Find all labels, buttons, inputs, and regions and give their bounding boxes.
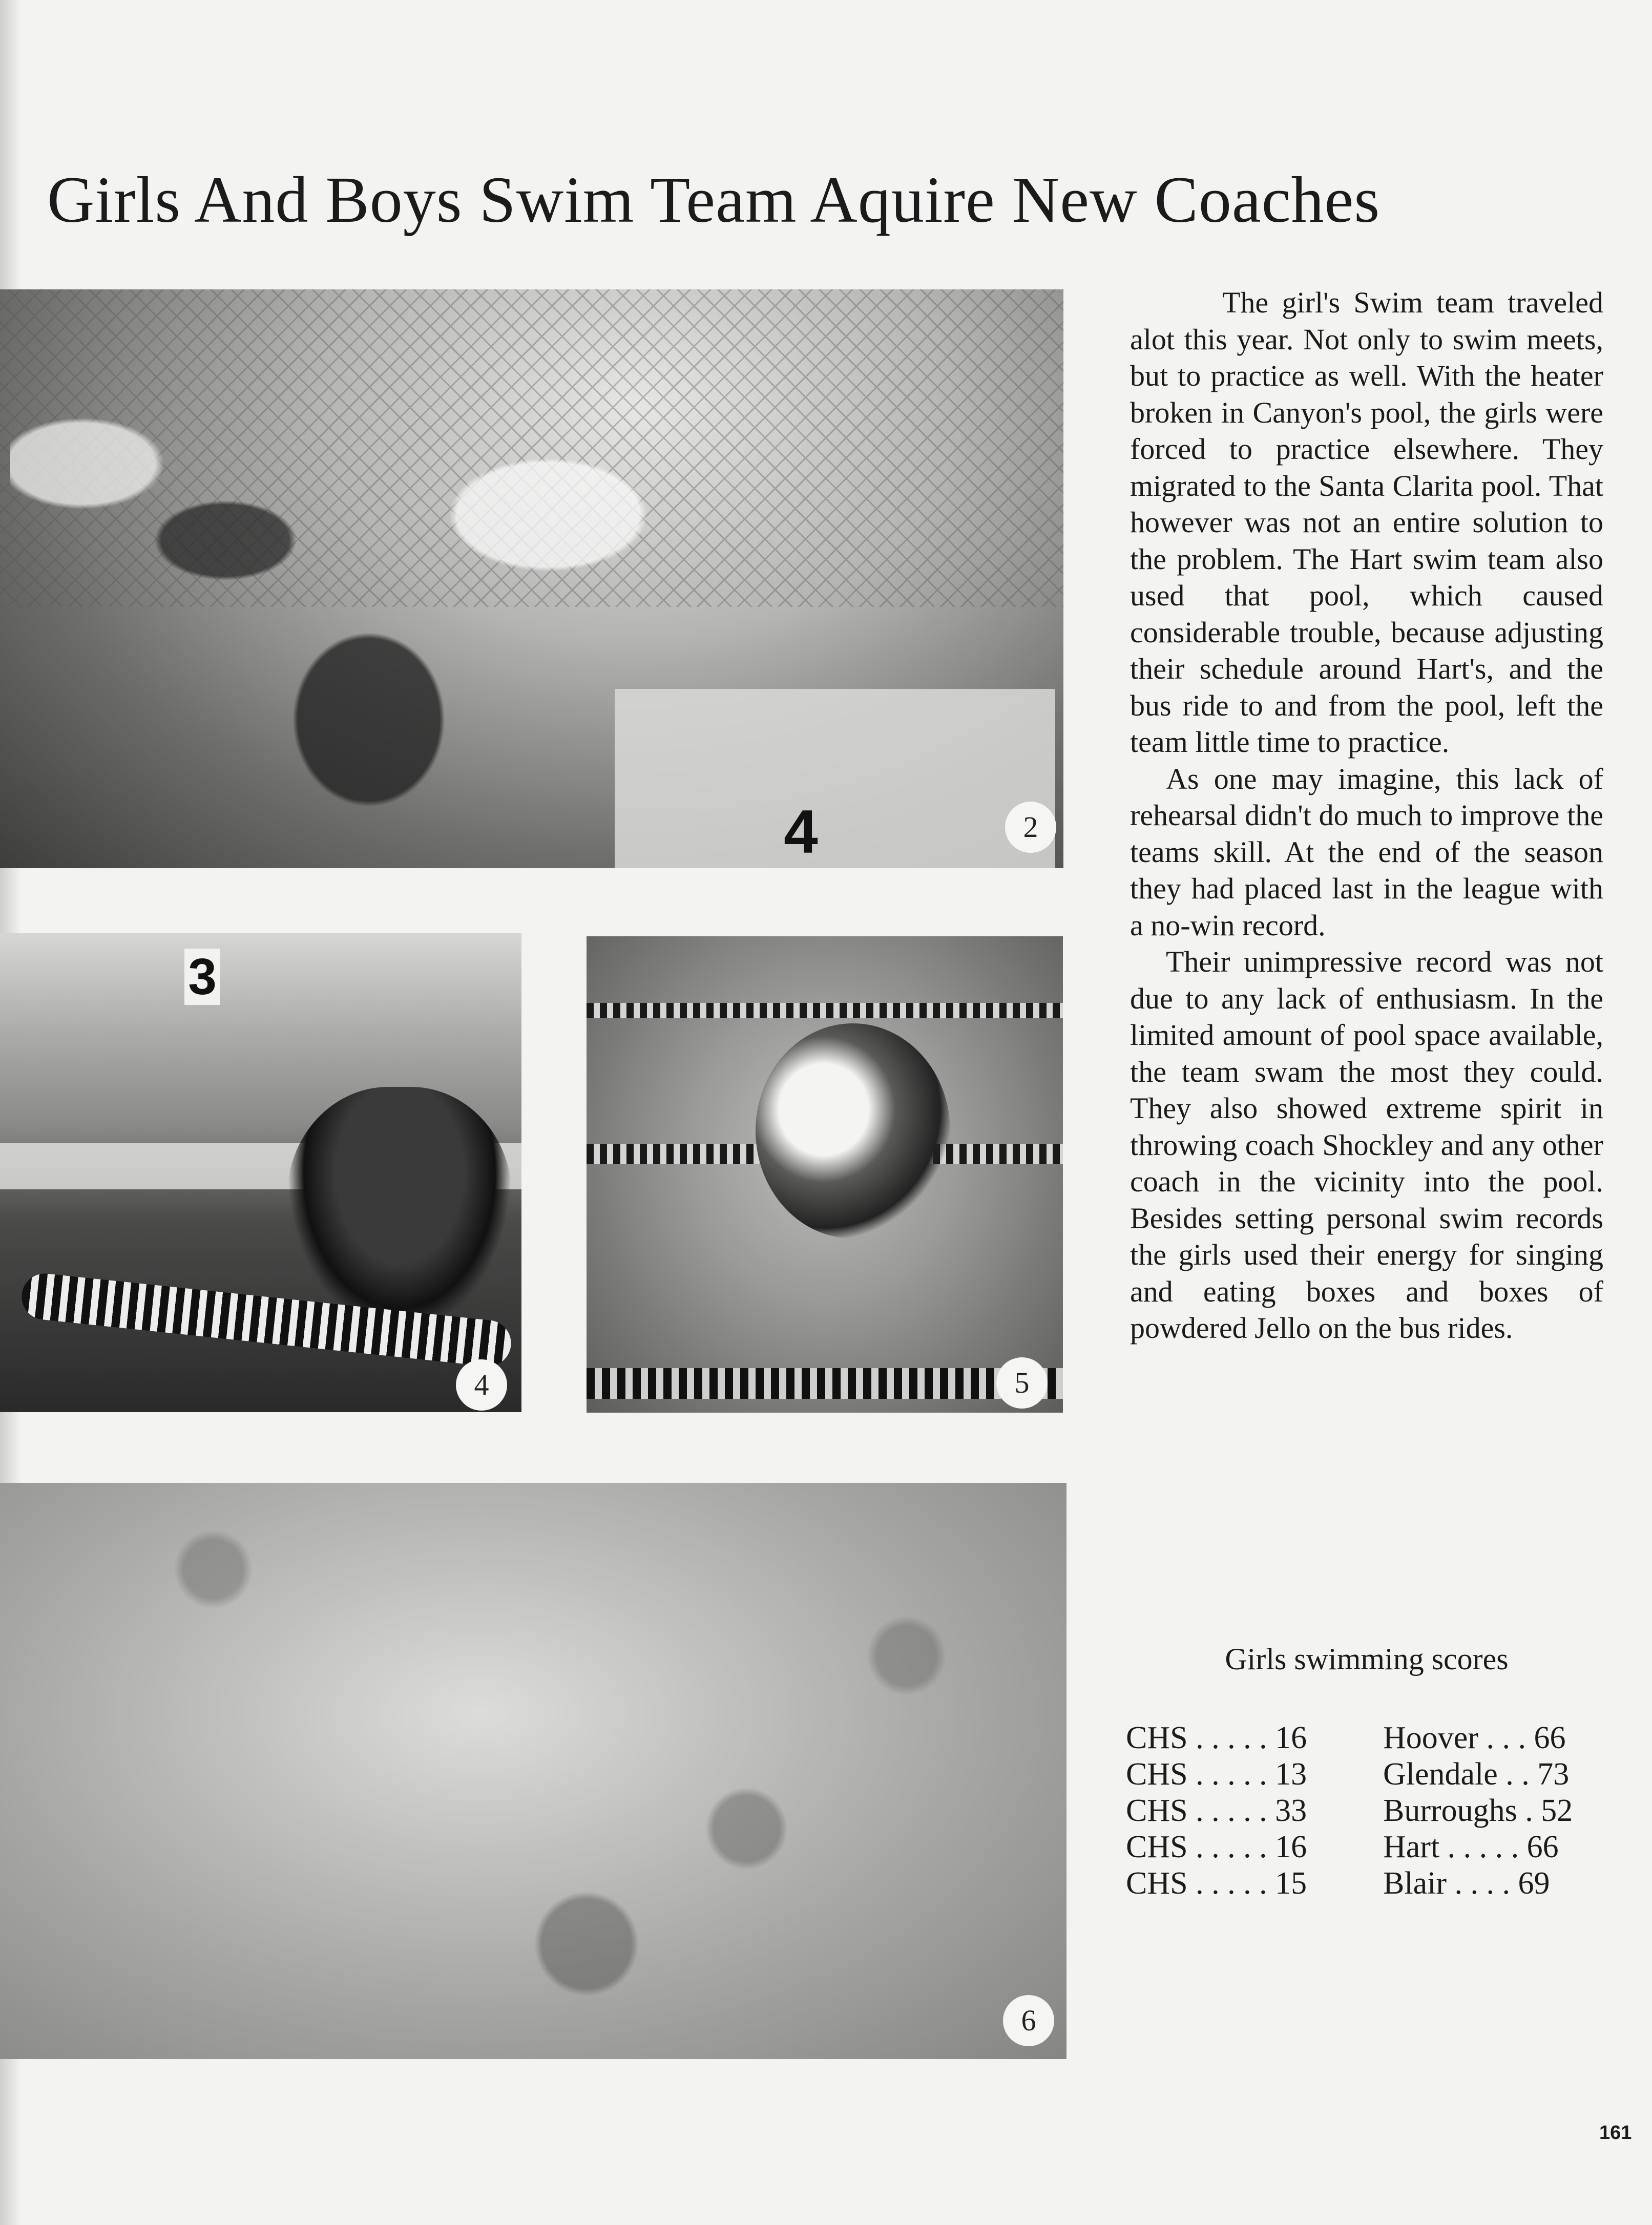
swimmer-figure [287, 1087, 512, 1333]
photo-number-badge: 4 [456, 1359, 507, 1411]
score-row [1126, 1865, 1613, 1902]
chs-score: CHS . . . . . 16 [1126, 1720, 1307, 1755]
photo-5-swimmer-breathing [587, 936, 1063, 1413]
article-paragraph: The girl's Swim team traveled alot this year. Not only to swim meets, but to practice as well. With the heater broken in Canyon's pool, the girls were forced to practice elsewhere. They migrated to the Santa Clarita pool. That however was not an entire solution to the problem. The Hart swim team also used that pool, which caused considerable trouble, because adjusting their schedule around Hart's, and the bus ride to and from the pool, left the team little time to practice. [1130, 286, 1603, 759]
chs-score: CHS . . . . . 13 [1126, 1757, 1307, 1792]
page-number: 161 [1599, 2122, 1632, 2144]
scores-caption: Girls swimming scores [1225, 1642, 1509, 1676]
photo-6-splashing-water [0, 1483, 1067, 2059]
score-row [1126, 1829, 1613, 1865]
article-body [1130, 284, 1603, 1347]
article-paragraph: Their unimpressive record was not due to any lack of enthusiasm. In the limited amount of pool space available, the team swam the most they could. They also showed extreme spirit in throwing coach Shockley and any other coach in the vicinity into the pool. Besides setting personal swim records the girls used their energy for singing and eating boxes and boxes of powdered Jello on the bus rides. [1130, 945, 1603, 1345]
photo-2-swimmers-at-starting-blocks [0, 289, 1063, 868]
lane-rope [587, 1003, 1063, 1018]
lane-rope [587, 1368, 1063, 1399]
opponent-score: Hart . . . . . 66 [1383, 1830, 1559, 1864]
photo-number-badge: 2 [1005, 802, 1056, 853]
page-headline: Girls And Boys Swim Team Aquire New Coaches [47, 163, 1381, 236]
article-paragraph: As one may imagine, this lack of rehearsal didn't do much to improve the teams skill. At the end of the season they had placed last in the league with a no-win record. [1130, 762, 1603, 942]
block-number: 3 [184, 949, 220, 1005]
score-row [1126, 1793, 1613, 1829]
score-row [1126, 1756, 1613, 1793]
chs-score: CHS . . . . . 16 [1126, 1830, 1307, 1864]
block-number: 4 [784, 797, 818, 866]
swimmer-head [756, 1023, 950, 1239]
score-row [1126, 1720, 1613, 1756]
starting-block [615, 689, 1055, 868]
chs-score: CHS . . . . . 33 [1126, 1793, 1307, 1828]
photo-number-badge: 5 [996, 1357, 1048, 1409]
opponent-score: Hoover . . . 66 [1383, 1720, 1566, 1755]
photo-number-badge: 6 [1003, 1995, 1054, 2046]
chs-score: CHS . . . . . 15 [1126, 1866, 1307, 1901]
opponent-score: Blair . . . . 69 [1383, 1866, 1550, 1901]
scores-table [1126, 1720, 1613, 1902]
water-texture [0, 1483, 1067, 2059]
photo-4-swimmer-at-pool-wall [0, 933, 521, 1412]
opponent-score: Burroughs . 52 [1383, 1793, 1573, 1828]
opponent-score: Glendale . . 73 [1383, 1757, 1570, 1792]
